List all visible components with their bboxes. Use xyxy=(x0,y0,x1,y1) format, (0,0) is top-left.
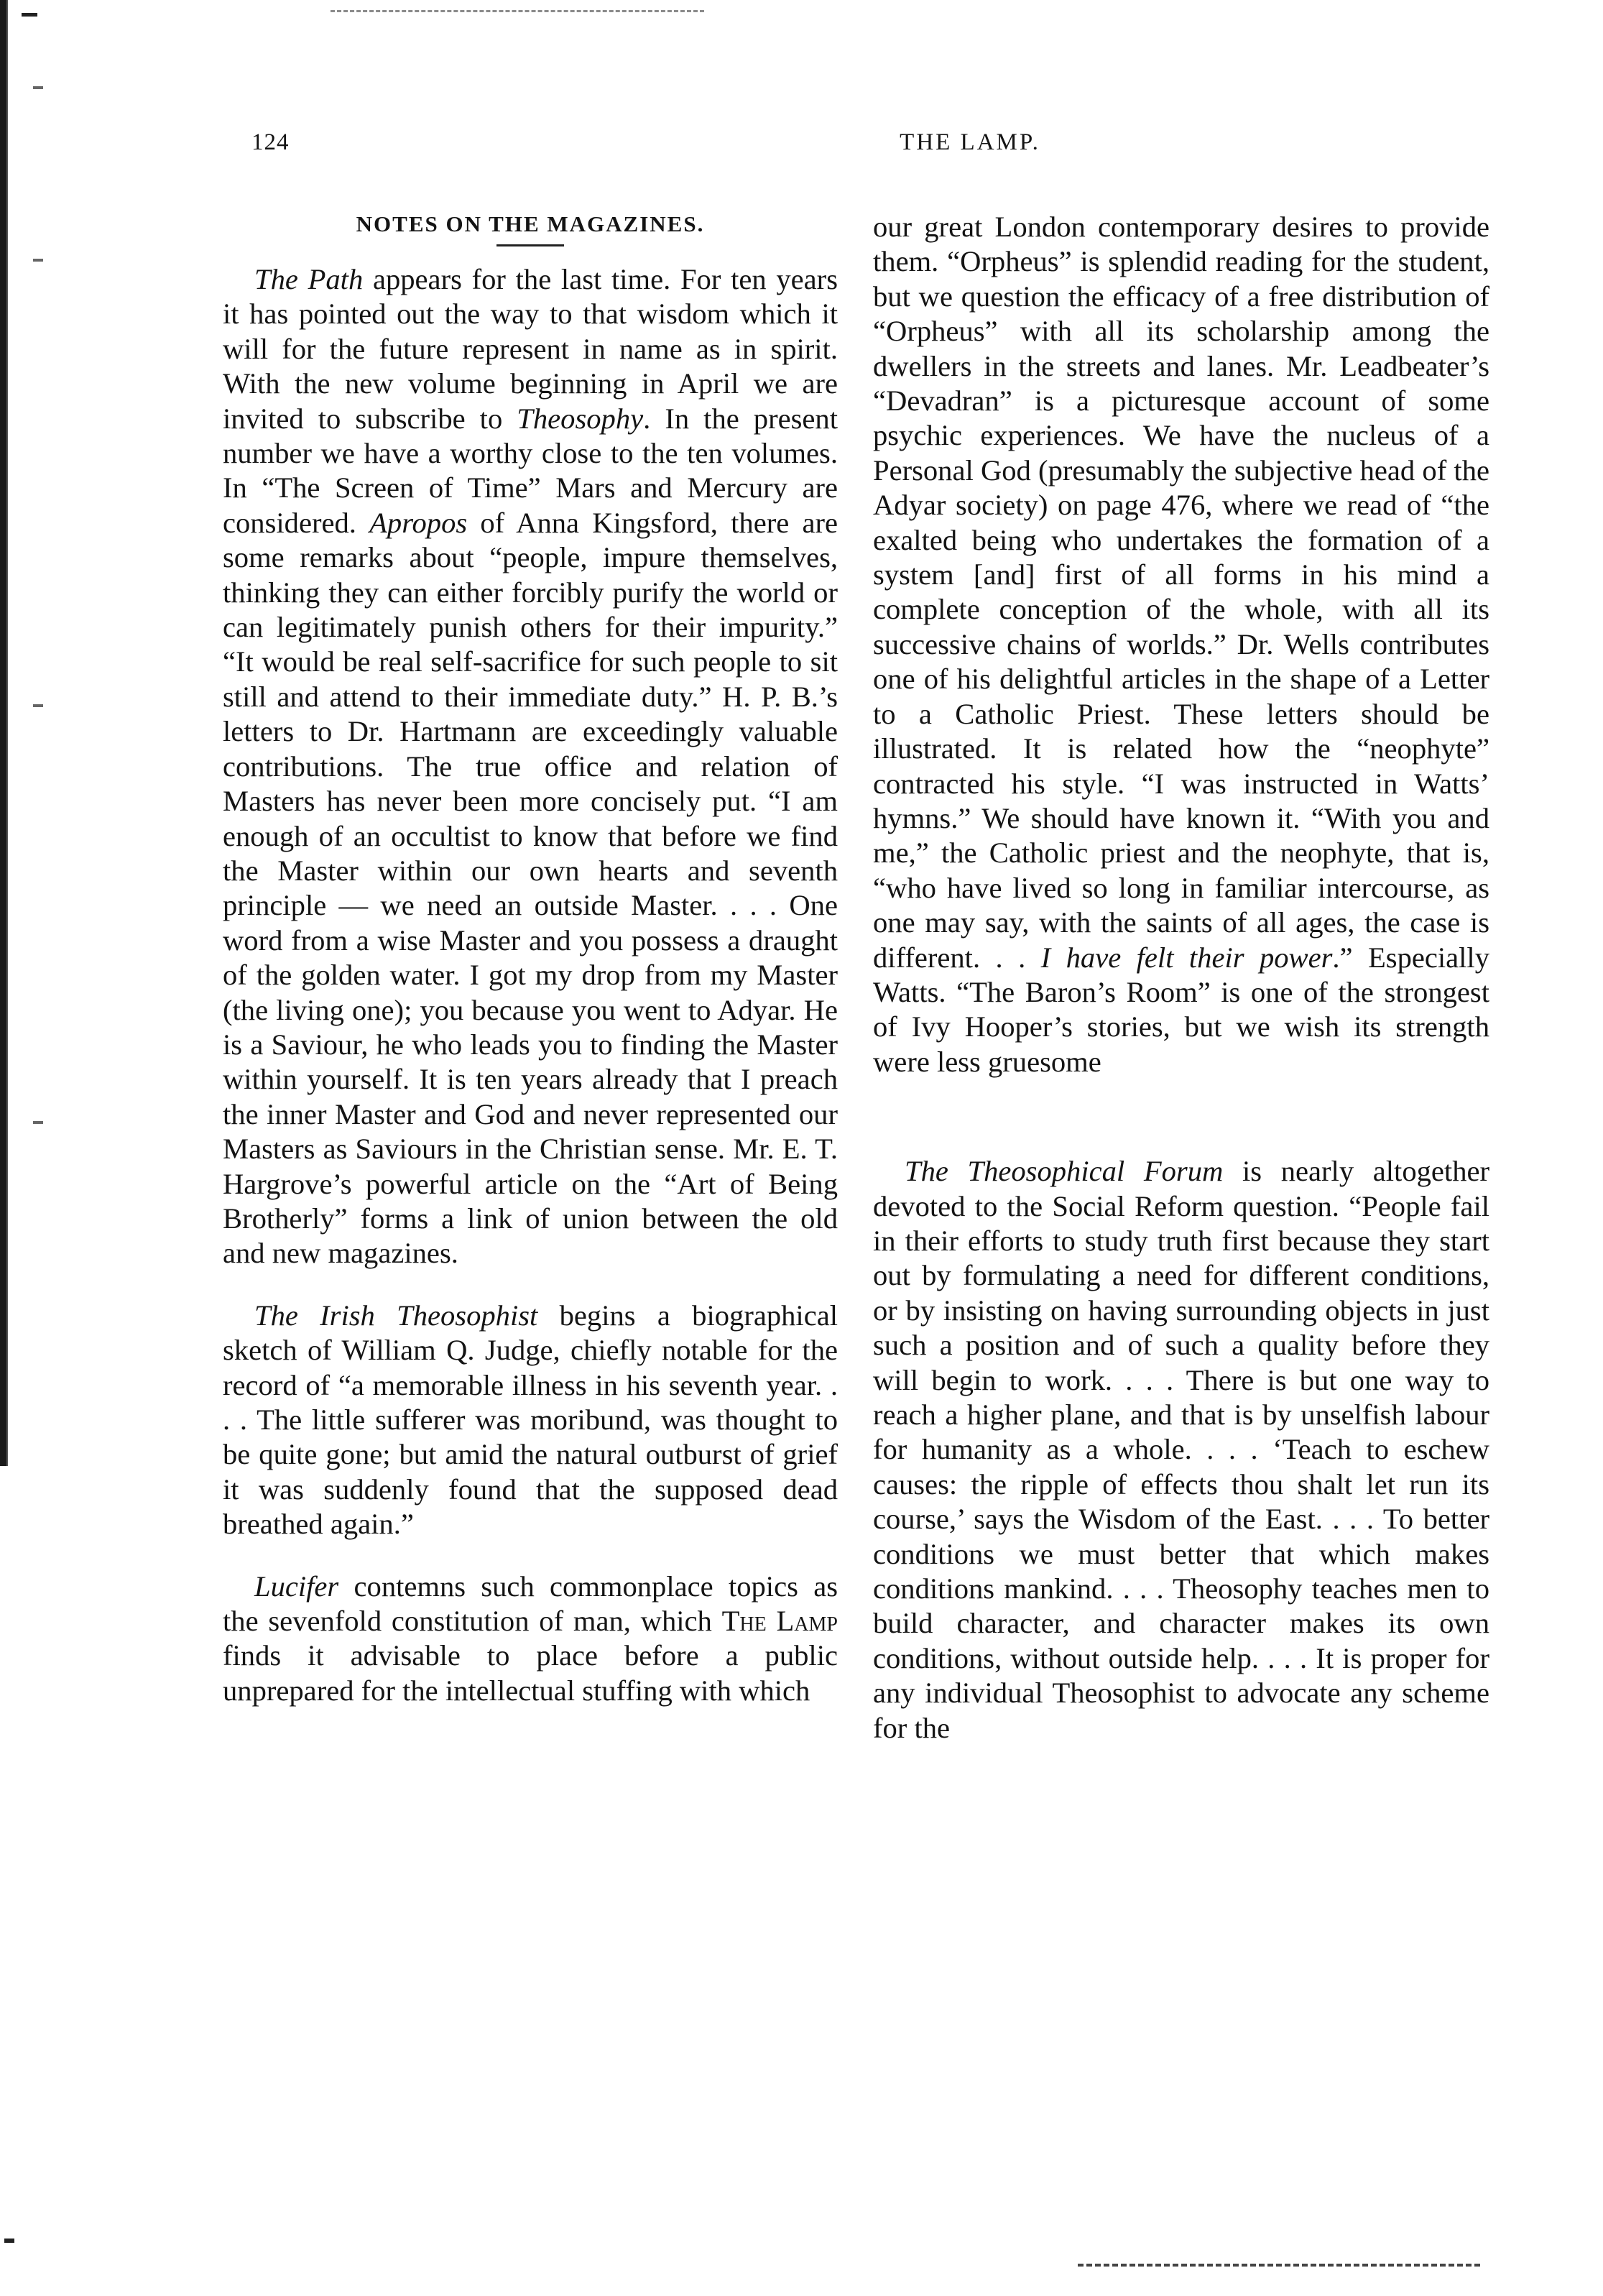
scan-top-rule xyxy=(331,10,704,12)
binding-tick xyxy=(33,86,43,89)
binding-tick xyxy=(33,1121,43,1124)
binding-tick xyxy=(33,704,43,707)
right-column xyxy=(873,210,1489,1773)
paragraph-lucifer-continued xyxy=(873,210,1489,1079)
paragraph-text: of Anna Kingsford, there are some remarks about “people, impure themselves, thinking they can either forcibly purify the world or can legitimately punish others for their impurity.” “It would be real self-sacrifice for such people to sit still and attend to their immediate duty.” H. P. B.’s letters to Dr. Hartmann are exceedingly valuable contributions. The true office and relation of Masters has never been more concisely put. “I am enough of an occultist to know that before we find the Master within our own hearts and seventh principle — we need an outside Master. . . . One word from a wise Master and you possess a draught of the golden water. I got my drop from my Master (the living one); you because you went to Adyar. He is a Saviour, he who leads you to finding the Master within yourself. It is ten years already that I preach the inner Master and God and never represented our Masters as Saviours in the Christian sense. Mr. E. T. Hargrove’s powerful article on the “Art of Being Brotherly” forms a link of union between the old and new magazines. xyxy=(223,506,838,1270)
running-head: THE LAMP. xyxy=(900,129,1040,155)
binding-tick xyxy=(33,259,43,262)
italic-quote: I have felt their power xyxy=(1040,941,1333,974)
paragraph-irish-theosophist xyxy=(223,1299,838,1542)
binding-edge xyxy=(0,0,22,1466)
paragraph-text: finds it advisable to place before a public unprepared for the intellectual stuffing with which xyxy=(223,1639,838,1707)
paragraph-text: appears for the last time. For ten years it has pointed out the way to that wisdom which it will for the future represent in name as in spirit. With the new volume beginning in April we are invited to subscribe to xyxy=(223,263,838,435)
paragraph-lucifer xyxy=(223,1569,838,1709)
binding-mark xyxy=(22,13,37,17)
scan-bottom-mark xyxy=(4,2239,14,2243)
magazine-title: Lucifer xyxy=(254,1569,339,1603)
magazine-title: The Lamp xyxy=(721,1605,838,1638)
section-heading: NOTES ON THE MAGAZINES. xyxy=(356,211,705,236)
italic-term: Apropos xyxy=(369,506,468,539)
paragraph-text: contemns such commonplace topics as the sevenfold constitution of man, which xyxy=(223,1569,838,1638)
left-column xyxy=(223,210,838,1735)
scan-bottom-rule xyxy=(1078,2264,1480,2267)
magazine-title: The Irish Theosophist xyxy=(254,1299,538,1332)
heading-rule xyxy=(496,244,564,246)
paragraph-text: our great London contemporary desires to provide them. “Orpheus” is splendid reading for the student, but we question the efficacy of a free distribution of “Orpheus” with all its scholarship among the dwellers in the streets and lanes. Mr. Leadbeater’s “Devadran” is a picturesque account of some psychic experiences. We have the nucleus of a Personal God (presumably the subjective head of the Adyar society) on page 476, where we read of “the exalted being who undertakes the formation of a system [and] first of all forms in his mind a complete conception of the whole, with all its successive chains of worlds.” Dr. Wells contributes one of his delightful articles in the shape of a Letter to a Catholic Priest. These letters should be illustrated. It is related how the “neophyte” contracted his style. “I was instructed in Watts’ hymns.” We should have known it. “With you and me,” the Catholic priest and the neophyte, that is, “who have lived so long in familiar intercourse, as one may say, with the saints of all ages, the case is different. . . xyxy=(873,211,1489,974)
paragraph-text: is nearly altogether devoted to the Social Reform question. “People fail in their efforts to study truth first because they start out by formulating a need for different conditions, or by insisting on having surrounding objects in just such a position and of such a quality before they will begin to work. . . . There is but one way to reach a higher plane, and that is by unselfish labour for humanity as a whole. . . . ‘Teach to eschew causes: the ripple of effects thou shalt let run its course,’ says the Wisdom of the East. . . . To better conditions we must better that which makes conditions mankind. . . . Theosophy teaches men to build character, and character makes its own conditions, without outside help. . . . It is proper for any individual Theosophist to advocate any scheme for the xyxy=(873,1155,1490,1744)
magazine-title: Theosophy xyxy=(517,402,644,435)
paragraph-text: begins a biographical sketch of William Q. Judge, chiefly notable for the record of “a memorable illness in his seventh year. . . . The little sufferer was moribund, was thought to be quite gone; but amid the natural outburst of grief it was suddenly found that the supposed dead breathed again.” xyxy=(223,1299,838,1541)
magazine-title: The Path xyxy=(254,263,364,295)
page-header xyxy=(251,129,1487,172)
paragraph-text: . In the present number we have a worthy close to the ten volumes. In “The Screen of Time” Mars and Mercury are considered. xyxy=(223,402,838,539)
magazine-title: The Theosophical Forum xyxy=(905,1155,1224,1188)
paragraph-theosophical-forum xyxy=(873,1154,1489,1746)
paragraph-path xyxy=(223,262,838,1271)
paragraph-text: .” Especially Watts. “The Baron’s Room” is one of the strongest of Ivy Hooper’s stories, but we wish its strength were less gruesome xyxy=(873,941,1489,1078)
page-number: 124 xyxy=(251,129,290,155)
